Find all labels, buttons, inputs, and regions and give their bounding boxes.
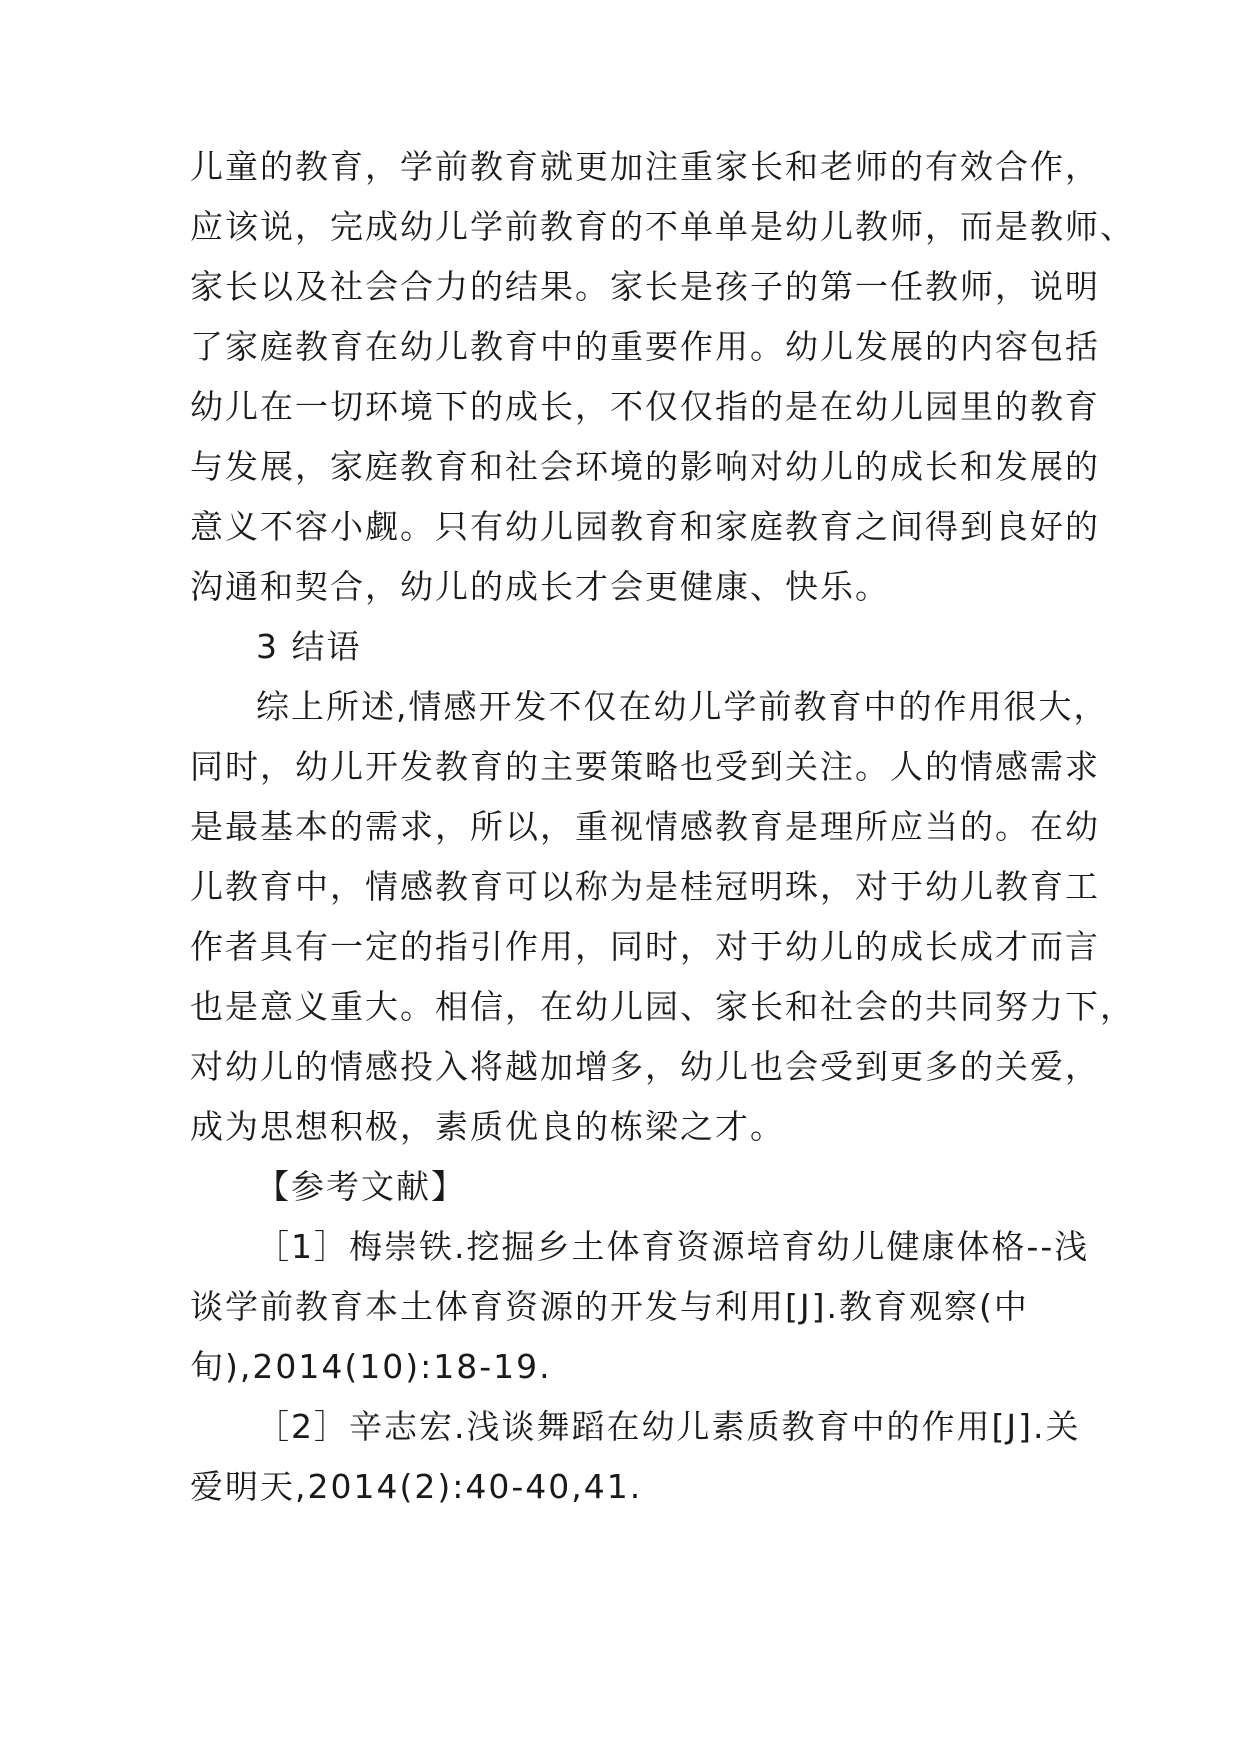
paragraph-line: 儿童的教育，学前教育就更加注重家长和老师的有效合作， xyxy=(190,147,1100,186)
paragraph-line: 对幼儿的情感投入将越加增多，幼儿也会受到更多的关爱， xyxy=(190,1047,1100,1086)
paragraph-line: 同时，幼儿开发教育的主要策略也受到关注。人的情感需求 xyxy=(190,747,1100,786)
paragraph-line: 意义不容小觑。只有幼儿园教育和家庭教育之间得到良好的 xyxy=(190,507,1100,546)
reference-line: 谈学前教育本土体育资源的开发与利用[J].教育观察(中 xyxy=(190,1287,1029,1326)
paragraph-line: 儿教育中，情感教育可以称为是桂冠明珠，对于幼儿教育工 xyxy=(190,867,1100,906)
paragraph-line: 沟通和契合，幼儿的成长才会更健康、快乐。 xyxy=(190,567,890,606)
paragraph-line: 成为思想积极，素质优良的栋梁之才。 xyxy=(190,1107,785,1146)
paragraph-line: 与发展，家庭教育和社会环境的影响对幼儿的成长和发展的 xyxy=(190,447,1100,486)
paragraph-line: 幼儿在一切环境下的成长，不仅仅指的是在幼儿园里的教育 xyxy=(190,387,1100,426)
reference-line: 旬),2014(10):18-19. xyxy=(190,1347,552,1386)
paragraph-line: 作者具有一定的指引作用，同时，对于幼儿的成长成才而言 xyxy=(190,927,1100,966)
paragraph-line: 了家庭教育在幼儿教育中的重要作用。幼儿发展的内容包括 xyxy=(190,327,1100,366)
reference-line: ［1］梅崇铁.挖掘乡土体育资源培育幼儿健康体格--浅 xyxy=(256,1227,1090,1266)
section-heading: 3 结语 xyxy=(256,627,362,666)
reference-line: 爱明天,2014(2):40-40,41. xyxy=(190,1467,643,1506)
paragraph-line: 家长以及社会合力的结果。家长是孩子的第一任教师，说明 xyxy=(190,267,1100,306)
reference-line: ［2］辛志宏.浅谈舞蹈在幼儿素质教育中的作用[J].关 xyxy=(256,1407,1081,1446)
paragraph-line: 综上所述,情感开发不仅在幼儿学前教育中的作用很大， xyxy=(256,687,1109,726)
paragraph-line: 是最基本的需求，所以，重视情感教育是理所应当的。在幼 xyxy=(190,807,1100,846)
paragraph-line: 应该说，完成幼儿学前教育的不单单是幼儿教师，而是教师、 xyxy=(190,207,1135,246)
references-heading: 【参考文献】 xyxy=(256,1167,466,1206)
paragraph-line: 也是意义重大。相信，在幼儿园、家长和社会的共同努力下， xyxy=(190,987,1135,1026)
